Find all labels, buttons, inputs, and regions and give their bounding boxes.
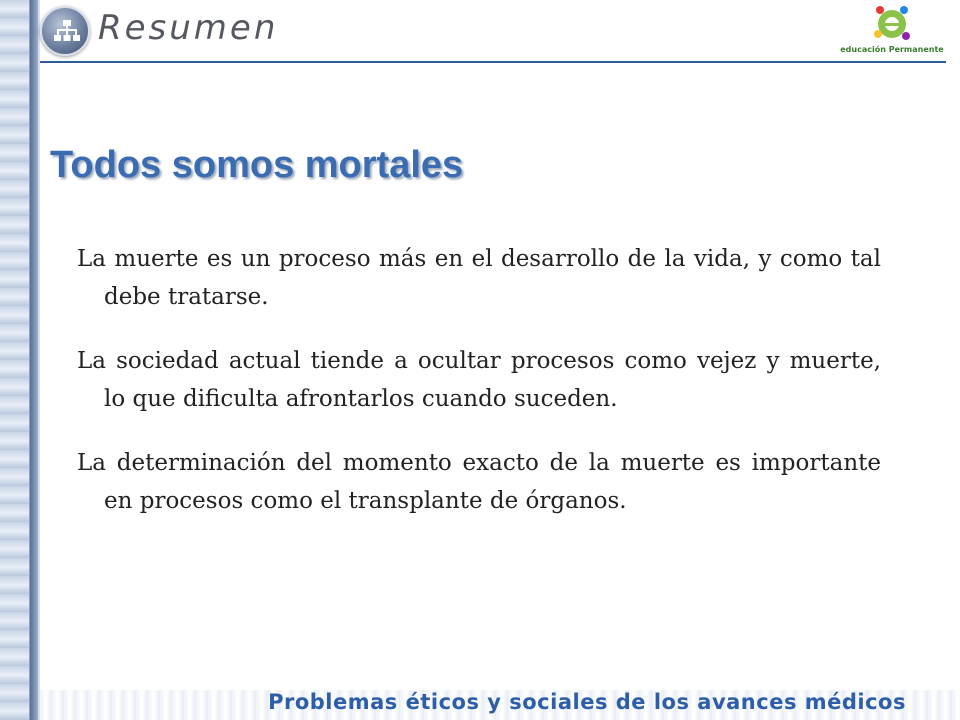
paragraph: La determinación del momento exacto de la muerte es importante en procesos como el transplante de órganos. [77, 450, 881, 514]
logo [836, 2, 948, 62]
logo-mark-icon [872, 2, 912, 46]
footer-text: Problemas éticos y sociales de los avances médicos [268, 690, 906, 714]
sitemap-icon[interactable] [40, 6, 90, 56]
logo-text: educación Permanente [840, 45, 944, 54]
paragraph: La sociedad actual tiende a ocultar procesos como vejez y muerte, lo que dificulta afrontarlos cuando suceden. [77, 348, 881, 412]
header-title: Resumen [98, 8, 279, 48]
left-decorative-border [0, 0, 30, 720]
slide-body [77, 240, 881, 546]
left-rule [38, 0, 40, 720]
header-rule [40, 61, 946, 63]
paragraph: La muerte es un proceso más en el desarrollo de la vida, y como tal debe tratarse. [77, 246, 881, 310]
slide-title: Todos somos mortales [50, 144, 464, 186]
left-border-shade [30, 0, 38, 720]
